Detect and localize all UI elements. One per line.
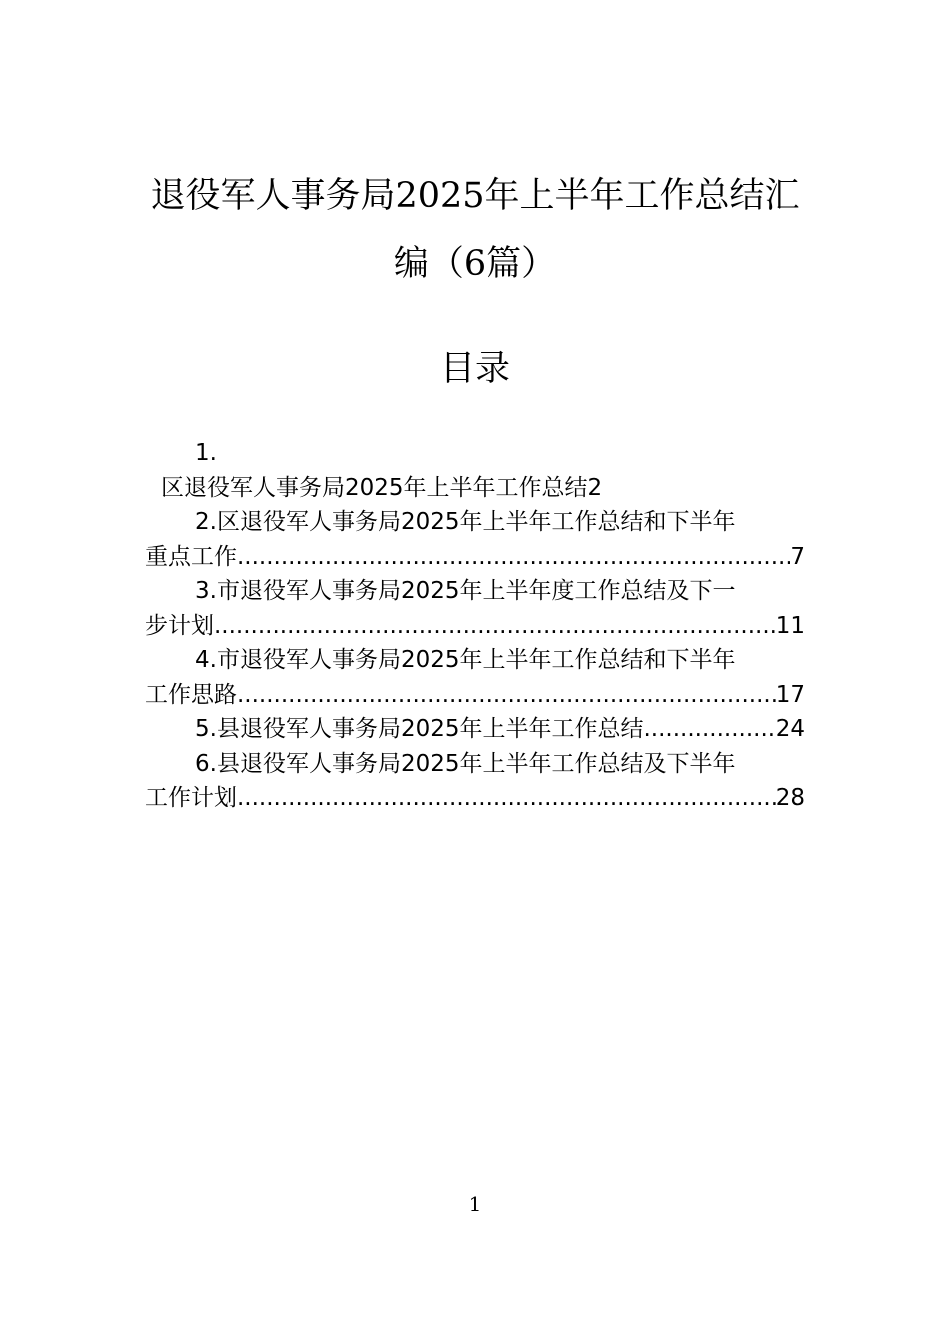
toc-entry-6-page: 28 bbox=[775, 785, 805, 811]
toc-entry-4[interactable] bbox=[145, 643, 805, 678]
toc-entry-2-line2: 重点工作 bbox=[145, 543, 237, 570]
toc-entry-3-page: 11 bbox=[775, 612, 805, 639]
dot-leader bbox=[643, 712, 775, 747]
toc-entry-4-line1: 4.市退役军人事务局2025年上半年工作总结和下半年 bbox=[195, 647, 736, 673]
toc-entry-1-number: 1. bbox=[195, 440, 217, 466]
document-title-line1: 退役军人事务局2025年上半年工作总结汇 bbox=[150, 176, 800, 216]
dot-leader bbox=[237, 540, 790, 575]
toc-entry-6-continuation[interactable] bbox=[145, 781, 805, 816]
document-title-line2: 编（6篇） bbox=[393, 244, 557, 284]
toc-entry-1-number-line bbox=[145, 436, 805, 471]
toc-entry-2[interactable] bbox=[145, 505, 805, 540]
toc-entry-6-line1: 6.县退役军人事务局2025年上半年工作总结及下半年 bbox=[195, 750, 736, 777]
toc-entry-2-page: 7 bbox=[790, 543, 805, 570]
dot-leader bbox=[237, 781, 776, 816]
toc-entry-4-line2: 工作思路 bbox=[145, 681, 237, 708]
toc-entry-6-line2: 工作计划 bbox=[145, 785, 237, 811]
dot-leader bbox=[237, 678, 776, 713]
page-number: 1 bbox=[468, 1192, 482, 1216]
toc-entry-3-line2: 步计划 bbox=[145, 612, 214, 639]
dot-leader bbox=[214, 609, 776, 644]
toc-entry-5[interactable] bbox=[145, 712, 805, 747]
table-of-contents bbox=[145, 436, 805, 816]
toc-entry-1[interactable] bbox=[145, 471, 805, 506]
toc-entry-3[interactable] bbox=[145, 574, 805, 609]
toc-entry-3-continuation[interactable] bbox=[145, 609, 805, 644]
toc-heading: 目录 bbox=[439, 349, 510, 389]
toc-entry-5-page: 24 bbox=[775, 716, 805, 742]
toc-entry-3-line1: 3.市退役军人事务局2025年上半年度工作总结及下一 bbox=[195, 578, 736, 604]
toc-entry-6[interactable] bbox=[145, 747, 805, 782]
toc-entry-2-line1: 2.区退役军人事务局2025年上半年工作总结和下半年 bbox=[195, 509, 736, 535]
toc-entry-1-text: 区退役军人事务局2025年上半年工作总结2 bbox=[161, 474, 603, 501]
toc-entry-5-line1: 5.县退役军人事务局2025年上半年工作总结 bbox=[195, 716, 644, 742]
toc-entry-4-page: 17 bbox=[775, 681, 805, 708]
toc-entry-4-continuation[interactable] bbox=[145, 678, 805, 713]
toc-entry-2-continuation[interactable] bbox=[145, 540, 805, 575]
